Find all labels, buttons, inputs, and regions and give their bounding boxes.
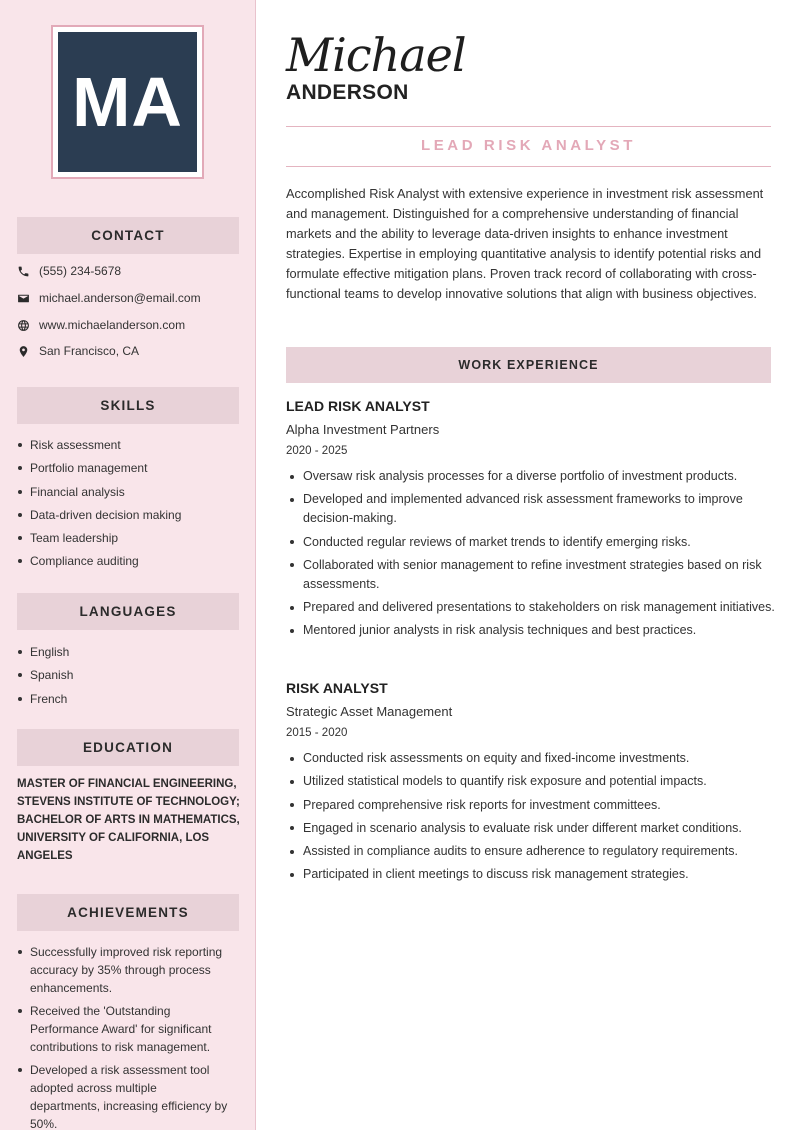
list-item: Risk assessment: [17, 436, 242, 454]
list-item: Mentored junior analysts in risk analysis techniques and best practices.: [286, 621, 776, 640]
achievements-list: [17, 943, 229, 1130]
profile-summary: Accomplished Risk Analyst with extensive experience in investment risk assessment and management. Distinguished for a comprehensive understanding of financial markets and the ability to leverage data-driven insights to enhance investment strategies. Expertise in employing quantitative analysis to identify potential risks and formulate effective mitigation plans. Proven track record of collaborating with cross-functional teams to develop innovative solutions that align with business objectives.: [286, 186, 764, 301]
monogram-frame: [51, 25, 204, 179]
website-text[interactable]: www.michaelanderson.com: [39, 318, 186, 332]
job-1-dates: 2020 - 2025: [286, 445, 348, 457]
location-text: San Francisco, CA: [39, 344, 140, 358]
list-item: Prepared and delivered presentations to stakeholders on risk management initiatives.: [286, 598, 776, 617]
list-item: Oversaw risk analysis processes for a diverse portfolio of investment products.: [286, 467, 776, 486]
education-text: MASTER OF FINANCIAL ENGINEERING, STEVENS INSTITUTE OF TECHNOLOGY; BACHELOR OF ARTS IN MATHEMATICS, UNIVERSITY OF CALIFORNIA, LOS ANGELES: [17, 778, 240, 862]
job-1-title: LEAD RISK ANALYST: [286, 398, 430, 414]
list-item: Developed a risk assessment tool adopted across multiple departments, increasing efficiency by 50%.: [17, 1061, 229, 1130]
list-item: English: [17, 643, 242, 661]
job-2-bullets: [286, 749, 776, 889]
globe-icon: [17, 319, 30, 332]
list-item: French: [17, 690, 242, 708]
list-item: Developed and implemented advanced risk assessment frameworks to improve decision-making.: [286, 490, 776, 528]
list-item: Compliance auditing: [17, 552, 242, 570]
list-item: Participated in client meetings to discuss risk management strategies.: [286, 865, 776, 884]
list-item: Received the 'Outstanding Performance Award' for significant contributions to risk management.: [17, 1002, 229, 1056]
job-1-company: Alpha Investment Partners: [286, 422, 440, 437]
mail-icon: [17, 292, 30, 305]
phone-text: (555) 234-5678: [39, 264, 122, 278]
sidebar: [0, 0, 256, 1130]
contact-phone: [17, 263, 121, 279]
skills-heading: SKILLS: [17, 387, 239, 424]
divider-top: [286, 126, 771, 127]
list-item: Portfolio management: [17, 459, 242, 477]
achievements-heading: ACHIEVEMENTS: [17, 894, 239, 931]
list-item: Utilized statistical models to quantify risk exposure and potential impacts.: [286, 772, 776, 791]
monogram: MA: [58, 32, 197, 172]
job-1-bullets: [286, 467, 776, 645]
list-item: Spanish: [17, 666, 242, 684]
phone-icon: [17, 265, 30, 278]
list-item: Engaged in scenario analysis to evaluate risk under different market conditions.: [286, 819, 776, 838]
last-name: ANDERSON: [286, 81, 409, 104]
languages-list: [17, 643, 242, 713]
divider-bottom: [286, 166, 771, 167]
job-2-dates: 2015 - 2020: [286, 727, 348, 739]
job-2-title: RISK ANALYST: [286, 680, 388, 696]
list-item: Team leadership: [17, 529, 242, 547]
job-2-company: Strategic Asset Management: [286, 704, 453, 719]
contact-heading: CONTACT: [17, 217, 239, 254]
contact-location: [17, 343, 139, 359]
languages-heading: LANGUAGES: [17, 593, 239, 630]
list-item: Conducted risk assessments on equity and fixed-income investments.: [286, 749, 776, 768]
list-item: Successfully improved risk reporting accuracy by 35% through process enhancements.: [17, 943, 229, 997]
email-text[interactable]: michael.anderson@email.com: [39, 291, 201, 305]
education-heading: EDUCATION: [17, 729, 239, 766]
work-experience-heading: WORK EXPERIENCE: [286, 347, 771, 383]
list-item: Assisted in compliance audits to ensure adherence to regulatory requirements.: [286, 842, 776, 861]
first-name: Michael: [286, 28, 466, 82]
contact-website[interactable]: [17, 317, 185, 333]
skills-list: [17, 436, 242, 576]
list-item: Data-driven decision making: [17, 506, 242, 524]
list-item: Collaborated with senior management to refine investment strategies based on risk assessments.: [286, 556, 776, 594]
location-pin-icon: [17, 345, 30, 358]
list-item: Prepared comprehensive risk reports for investment committees.: [286, 796, 776, 815]
list-item: Conducted regular reviews of market trends to identify emerging risks.: [286, 533, 776, 552]
contact-email[interactable]: [17, 290, 201, 306]
list-item: Financial analysis: [17, 483, 242, 501]
job-title-banner: LEAD RISK ANALYST: [420, 137, 637, 154]
